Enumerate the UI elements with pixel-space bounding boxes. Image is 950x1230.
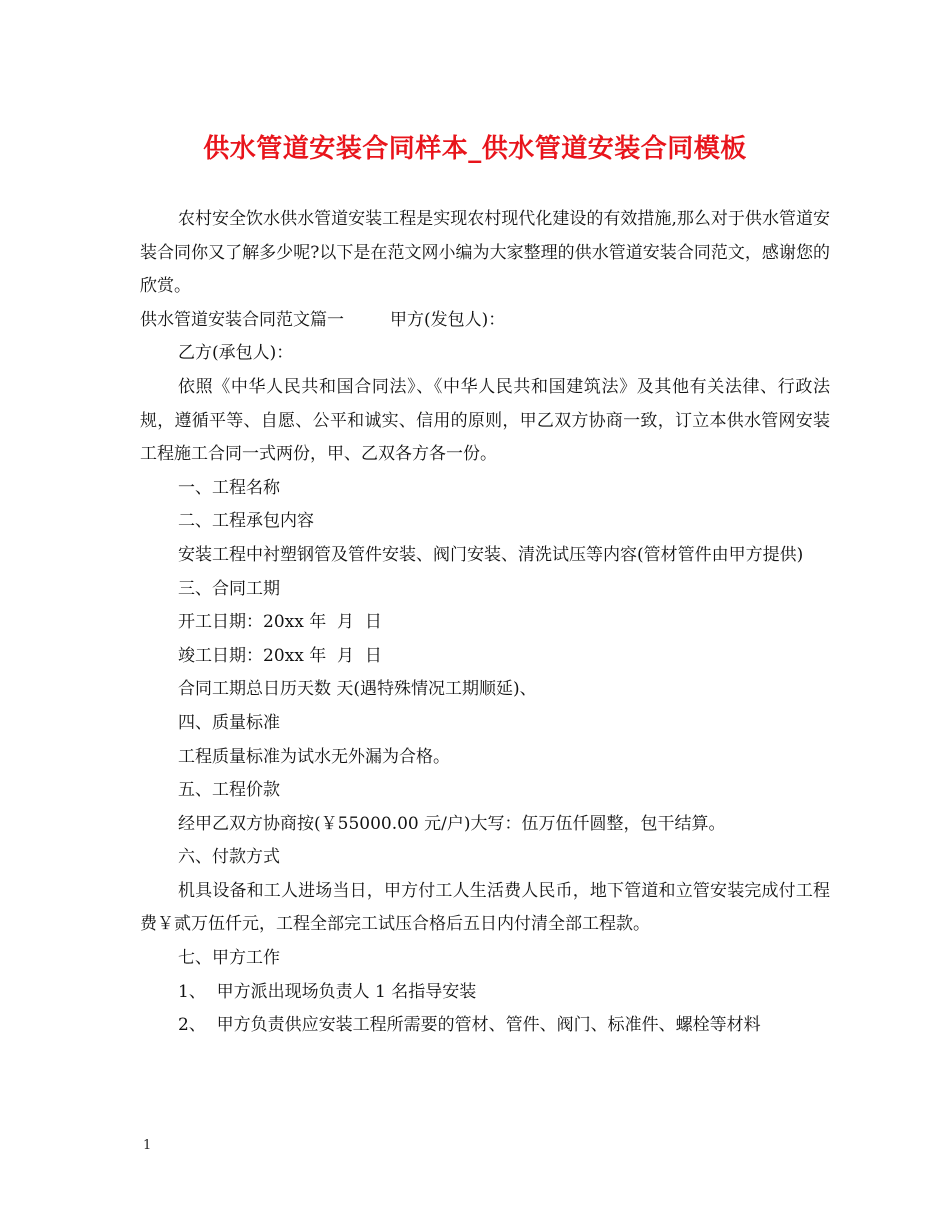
- document-body: [140, 203, 830, 1043]
- section-3-start-date: 开工日期：20xx 年 月 日: [178, 612, 382, 633]
- section-6-title: 六、付款方式: [178, 847, 280, 868]
- section-1-title: 一、工程名称: [178, 477, 280, 498]
- section-7-item-1: 1、 甲方派出现场负责人 1 名指导安装: [178, 981, 477, 1002]
- sample-heading-line: [140, 304, 830, 338]
- section-2-title: 二、工程承包内容: [178, 511, 314, 532]
- section-3-end-date: 竣工日期：20xx 年 月 日: [178, 645, 382, 666]
- section-2-text: 安装工程中衬塑钢管及管件安装、阀门安装、清洗试压等内容(管材管件由甲方提供): [178, 544, 804, 565]
- basis-paragraph: 依照《中华人民共和国合同法》、《中华人民共和国建筑法》及其他有关法律、行政法规，遵循平等、自愿、公平和诚实、信用的原则，甲乙双方协商一致，订立本供水管网安装工程施工合同一式两份，甲、乙双各方各一份。: [140, 376, 830, 465]
- party-b-label: 乙方(承包人)：: [178, 343, 294, 364]
- page-number: 1: [143, 1138, 152, 1153]
- party-a-label: 甲方(发包人)：: [390, 309, 506, 330]
- document-title: 供水管道安装合同样本_供水管道安装合同模板: [203, 134, 747, 164]
- section-6-text: 机具设备和工人进场当日，甲方付工人生活费人民币，地下管道和立管安装完成付工程费￥贰万伍仟元，工程全部完工试压合格后五日内付清全部工程款。: [140, 880, 830, 935]
- section-4-title: 四、质量标准: [178, 712, 280, 733]
- section-3-title: 三、合同工期: [178, 578, 280, 599]
- section-5-title: 五、工程价款: [178, 780, 280, 801]
- section-5-text: 经甲乙双方协商按(￥55000.00 元/户)大写：伍万伍仟圆整，包干结算。: [178, 813, 726, 834]
- section-4-text: 工程质量标准为试水无外漏为合格。: [178, 746, 450, 767]
- intro-paragraph: 农村安全饮水供水管道安装工程是实现农村现代化建设的有效措施,那么对于供水管道安装合同你又了解多少呢?以下是在范文网小编为大家整理的供水管道安装合同范文，感谢您的欣赏。: [140, 209, 830, 297]
- section-7-title: 七、甲方工作: [178, 948, 280, 969]
- section-3-total-days: 合同工期总日历天数 天(遇特殊情况工期顺延)、: [178, 679, 537, 700]
- section-7-item-2: 2、 甲方负责供应安装工程所需要的管材、管件、阀门、标准件、螺栓等材料: [178, 1015, 761, 1036]
- sample-heading: 供水管道安装合同范文篇一: [140, 309, 344, 330]
